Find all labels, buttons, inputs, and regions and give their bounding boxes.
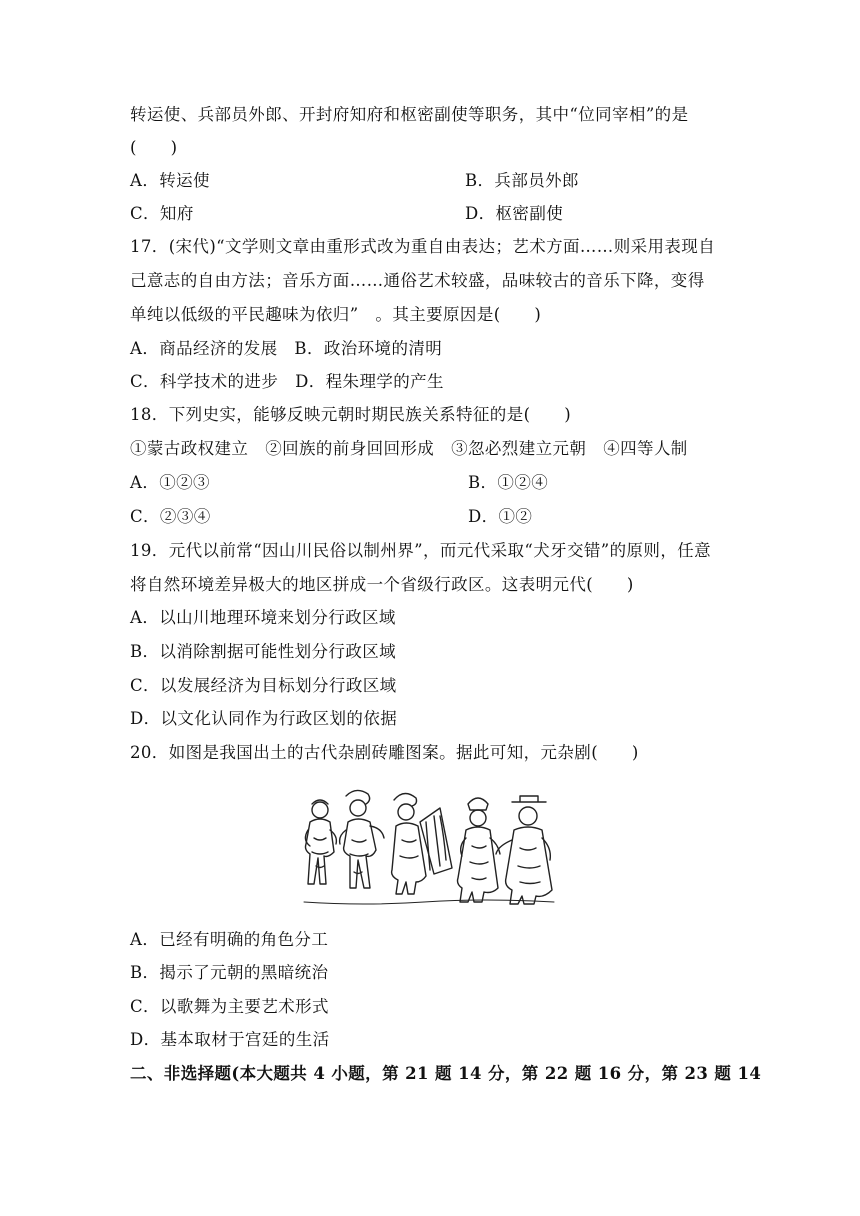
q19-option-b: B．以消除割据可能性划分行政区域 xyxy=(130,642,397,661)
q18-option-b: B．①②④ xyxy=(468,473,549,492)
q16-option-a: A．转运使 xyxy=(130,171,210,190)
figure-4 xyxy=(458,798,501,902)
q20-option-c: C．以歌舞为主要艺术形式 xyxy=(130,997,329,1016)
q17-stem-line1: 17．(宋代)“文学则文章由重形式改为重自由表达；艺术方面……则采用表现自 xyxy=(130,237,716,256)
figure-1 xyxy=(305,800,336,884)
q16-stem-line2: ( ) xyxy=(130,138,178,157)
q19-option-a: A．以山川地理环境来划分行政区域 xyxy=(130,608,396,627)
q19-stem-line2: 将自然环境差异极大的地区拼成一个省级行政区。这表明元代( ) xyxy=(130,575,634,594)
q16-stem-line1: 转运使、兵部员外郎、开封府知府和枢密副使等职务，其中“位同宰相”的是 xyxy=(130,105,689,124)
brick-carving-illustration xyxy=(298,782,560,912)
q17-options-line1: A．商品经济的发展 B．政治环境的清明 xyxy=(130,339,443,358)
q20-stem: 20．如图是我国出土的古代杂剧砖雕图案。据此可知，元杂剧( ) xyxy=(130,743,639,762)
q16-option-d: D．枢密副使 xyxy=(465,204,564,223)
figure-2 xyxy=(340,790,384,888)
q17-stem-line3: 单纯以低级的平民趣味为依归” 。其主要原因是( ) xyxy=(130,305,542,324)
q17-stem-line2: 己意志的自由方法；音乐方面……通俗艺术较盛，品味较古的音乐下降，变得 xyxy=(130,271,705,290)
q19-stem-line1: 19．元代以前常“因山川民俗以制州界”，而元代采取“犬牙交错”的原则，任意 xyxy=(130,541,712,560)
q16-option-b: B．兵部员外郎 xyxy=(465,171,579,190)
q19-option-d: D．以文化认同作为行政区划的依据 xyxy=(130,709,398,728)
q19-option-c: C．以发展经济为目标划分行政区域 xyxy=(130,676,397,695)
q20-option-d: D．基本取材于宫廷的生活 xyxy=(130,1030,330,1049)
q20-option-a: A．已经有明确的角色分工 xyxy=(130,930,329,949)
figure-5 xyxy=(496,796,552,904)
zaju-figures-drawing xyxy=(298,782,560,912)
q17-options-line2: C．科学技术的进步 D．程朱理学的产生 xyxy=(130,372,444,391)
q18-stem: 18．下列史实，能够反映元朝时期民族关系特征的是( ) xyxy=(130,405,572,424)
figure-3 xyxy=(392,793,452,894)
q18-option-d: D．①② xyxy=(468,507,533,526)
q16-option-c: C．知府 xyxy=(130,204,194,223)
q18-option-a: A．①②③ xyxy=(130,473,210,492)
q18-items: ①蒙古政权建立 ②回族的前身回回形成 ③忽必烈建立元朝 ④四等人制 xyxy=(130,439,688,458)
q20-option-b: B．揭示了元朝的黑暗统治 xyxy=(130,963,329,982)
q18-option-c: C．②③④ xyxy=(130,507,211,526)
section2-heading: 二、非选择题(本大题共 4 小题，第 21 题 14 分，第 22 题 16 分，第 23 题 14 xyxy=(130,1064,762,1083)
